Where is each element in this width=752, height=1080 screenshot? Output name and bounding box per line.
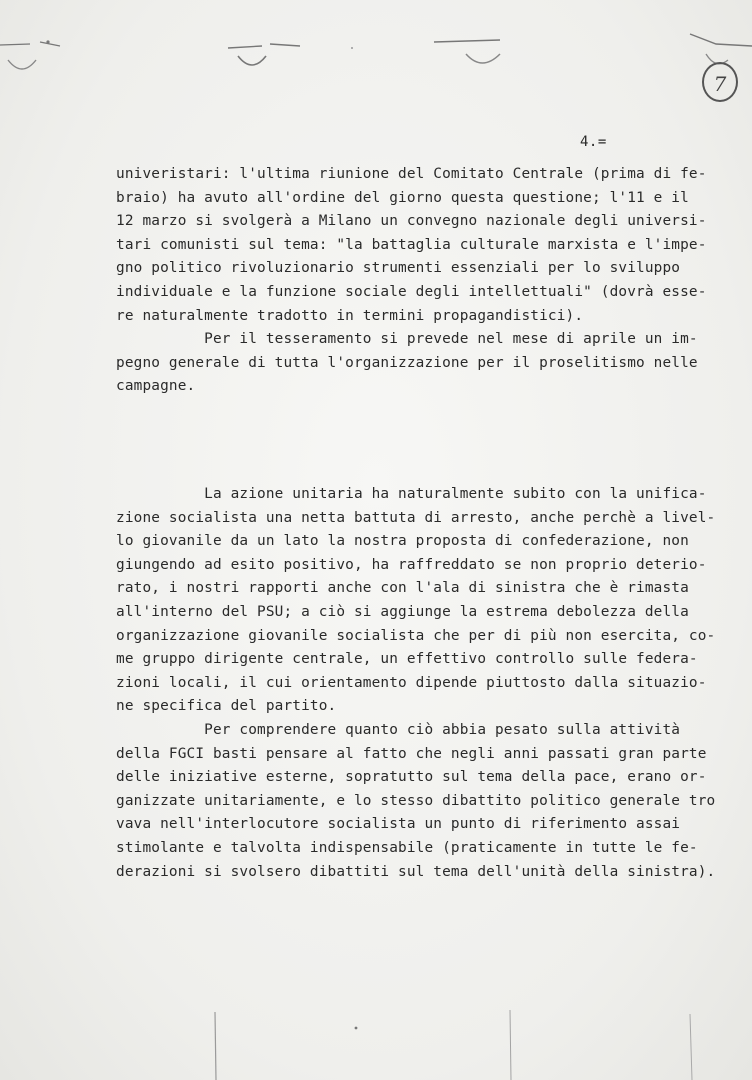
text-line: individuale e la funzione sociale degli intellettuali" (dovrà esse- xyxy=(116,283,707,300)
text-line: 12 marzo si svolgerà a Milano un convegno nazionale degli universi- xyxy=(116,213,707,230)
text-line: giungendo ad esito positivo, ha raffreddato se non proprio deterio- xyxy=(116,556,707,573)
text-line: zione socialista una netta battuta di arresto, anche perchè a livel- xyxy=(116,509,716,526)
text-line: pegno generale di tutta l'organizzazione per il proselitismo nelle xyxy=(116,354,698,371)
text-line: delle iniziative esterne, sopratutto sul tema della pace, erano or- xyxy=(116,769,707,786)
page-number: 4.= xyxy=(580,134,607,150)
text-line: univeristari: l'ultima riunione del Comitato Centrale (prima di fe- xyxy=(116,166,707,182)
text-line: Per comprendere quanto ciò abbia pesato sulla attività xyxy=(116,721,681,738)
text-line: La azione unitaria ha naturalmente subito con la unifica- xyxy=(116,486,707,502)
text-line: all'interno del PSU; a ciò si aggiunge la estrema debolezza della xyxy=(116,603,689,620)
text-line: ganizzate unitariamente, e lo stesso dibattito politico generale tro xyxy=(116,792,716,809)
binder-marks-top xyxy=(0,0,752,80)
text-line: stimolante e talvolta indispensabile (praticamente in tutte le fe- xyxy=(116,839,698,856)
text-line: lo giovanile da un lato la nostra proposta di confederazione, non xyxy=(116,533,689,550)
text-line: vava nell'interlocutore socialista un punto di riferimento assai xyxy=(116,816,681,833)
text-line: campagne. xyxy=(116,378,196,395)
text-line: della FGCI basti pensare al fatto che negli anni passati gran parte xyxy=(116,745,707,762)
text-line: re naturalmente tradotto in termini propagandistici). xyxy=(116,307,584,324)
text-line: derazioni si svolsero dibattiti sul tema dell'unità della sinistra). xyxy=(116,863,716,880)
text-line: ne specifica del partito. xyxy=(116,698,337,715)
text-line: gno politico rivoluzionario strumenti essenziali per lo sviluppo xyxy=(116,260,681,277)
text-line: tari comunisti sul tema: "la battaglia culturale marxista e l'impe- xyxy=(116,236,707,253)
text-line: me gruppo dirigente centrale, un effettivo controllo sulle federa- xyxy=(116,651,698,668)
text-block-bottom xyxy=(116,483,716,884)
binder-marks-bottom xyxy=(0,1000,752,1080)
text-line: organizzazione giovanile socialista che per di più non esercita, co- xyxy=(116,627,716,644)
text-line: rato, i nostri rapporti anche con l'ala di sinistra che è rimasta xyxy=(116,580,689,597)
text-line: Per il tesseramento si prevede nel mese di aprile un im- xyxy=(116,331,698,348)
text-block-top xyxy=(116,163,707,399)
text-line: zioni locali, il cui orientamento dipende piuttosto dalla situazio- xyxy=(116,674,707,691)
circled-page-mark: 7 xyxy=(702,62,738,102)
text-line: braio) ha avuto all'ordine del giorno questa questione; l'11 e il xyxy=(116,189,689,206)
